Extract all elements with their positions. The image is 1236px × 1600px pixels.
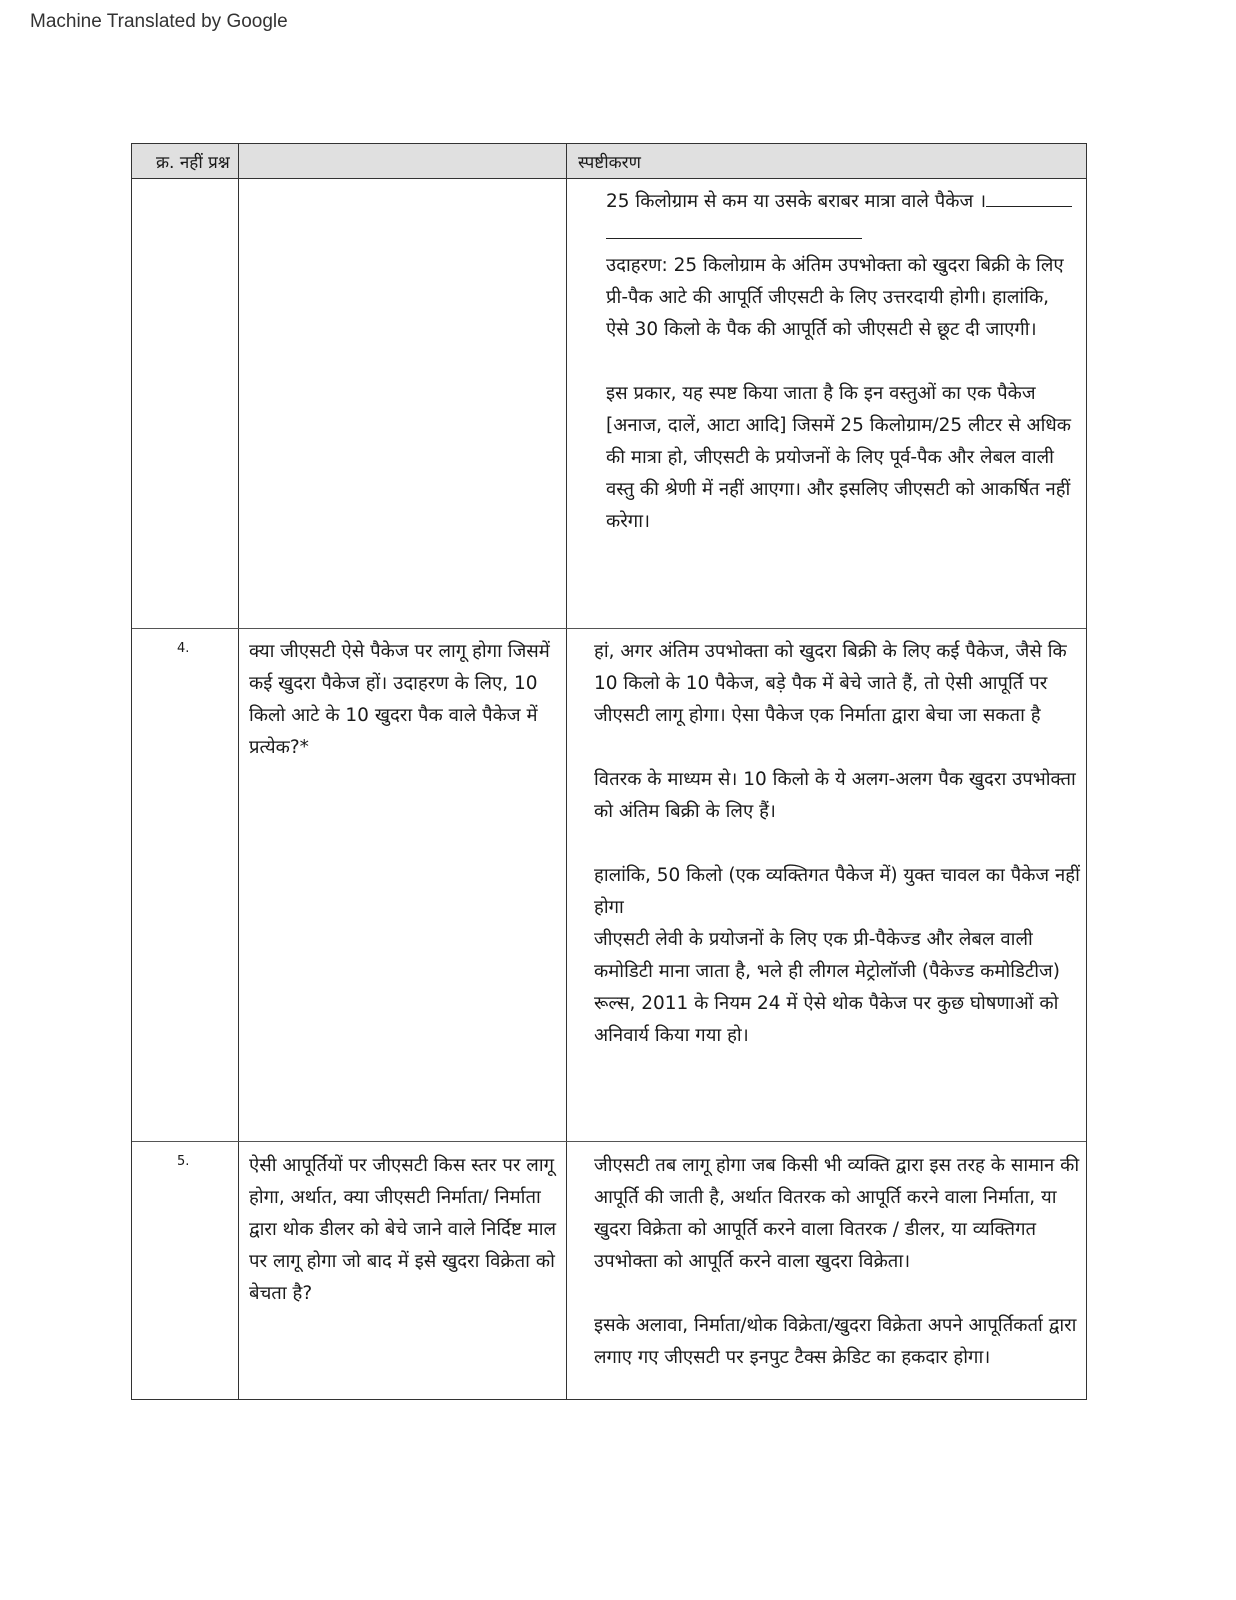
explanation-paragraph: इस प्रकार, यह स्पष्ट किया जाता है कि इन वस्तुओं का एक पैकेज [अनाज, दालें, आटा आदि] जिसमें 25 किलोग्राम/25 लीटर से अधिक की मात्रा हो, जीएसटी के प्रयोजनों के लिए पूर्व-पैक और लेबल वाली वस्तु की श्रेणी में नहीं आएगा। और इसलिए जीएसटी को आकर्षित नहीं करेगा।	[606, 383, 1072, 532]
faq-table	[131, 143, 1087, 1400]
explanation-paragraph: 25 किलोग्राम से कम या उसके बराबर मात्रा वाले पैकेज ।	[606, 191, 987, 212]
explanation-paragraph: वितरक के माध्यम से। 10 किलो के ये अलग-अलग पैक खुदरा उपभोक्ता को अंतिम बिक्री के लिए हैं।	[594, 769, 1076, 822]
column-divider	[566, 144, 567, 1399]
machine-translation-watermark: Machine Translated by Google	[30, 11, 288, 32]
row-5-explanation	[594, 1150, 1082, 1374]
header-explanation: स्पष्टीकरण	[578, 153, 641, 173]
explanation-paragraph: हालांकि, 50 किलो (एक व्यक्तिगत पैकेज में) युक्त चावल का पैकेज नहीं होगा	[594, 865, 1080, 918]
row-divider	[132, 628, 1086, 629]
explanation-paragraph: इसके अलावा, निर्माता/थोक विक्रेता/खुदरा विक्रेता अपने आपूर्तिकर्ता द्वारा लगाए गए जीएसटी पर इनपुट टैक्स क्रेडिट का हकदार होगा।	[594, 1315, 1077, 1368]
strikethrough-line	[986, 206, 1072, 207]
header-serial-question: क्र. नहीं प्रश्न	[156, 153, 230, 173]
row-number: 5.	[177, 1154, 190, 1169]
row-number: 4.	[177, 641, 190, 656]
column-divider	[238, 144, 239, 1399]
explanation-paragraph: जीएसटी तब लागू होगा जब किसी भी व्यक्ति द्वारा इस तरह के सामान की आपूर्ति की जाती है, अर्थात वितरक को आपूर्ति करने वाला निर्माता, या खुदरा विक्रेता को आपूर्ति करने वाला वितरक / डीलर, या व्यक्तिगत उपभोक्ता को आपूर्ति करने वाला खुदरा विक्रेता।	[594, 1155, 1080, 1272]
row-divider	[132, 1141, 1086, 1142]
row-5-question: ऐसी आपूर्तियों पर जीएसटी किस स्तर पर लागू होगा, अर्थात, क्या जीएसटी निर्माता/ निर्माता द्वारा थोक डीलर को बेचे जाने वाले निर्दिष्ट माल पर लागू होगा जो बाद में इसे खुदरा विक्रेता को बेचता है?	[249, 1155, 557, 1304]
explanation-paragraph: हां, अगर अंतिम उपभोक्ता को खुदरा बिक्री के लिए कई पैकेज, जैसे कि 10 किलो के 10 पैकेज, बड़े पैक में बेचे जाते हैं, तो ऐसी आपूर्ति पर जीएसटी लागू होगा। ऐसा पैकेज एक निर्माता द्वारा बेचा जा सकता है	[594, 641, 1067, 726]
explanation-paragraph: जीएसटी लेवी के प्रयोजनों के लिए एक प्री-पैकेज्ड और लेबल वाली कमोडिटी माना जाता है, भले ही लीगल मेट्रोलॉजी (पैकेज्ड कमोडिटीज) रूल्स, 2011 के नियम 24 में ऐसे थोक पैकेज पर कुछ घोषणाओं को अनिवार्य किया गया हो।	[594, 929, 1060, 1046]
explanation-paragraph: उदाहरण: 25 किलोग्राम के अंतिम उपभोक्ता को खुदरा बिक्री के लिए प्री-पैक आटे की आपूर्ति जीएसटी के लिए उत्तरदायी होगी। हालांकि, ऐसे 30 किलो के पैक की आपूर्ति को जीएसटी से छूट दी जाएगी।	[606, 255, 1064, 340]
strikethrough-line	[606, 238, 862, 239]
row-4-question: क्या जीएसटी ऐसे पैकेज पर लागू होगा जिसमें कई खुदरा पैकेज हों। उदाहरण के लिए, 10 किलो आटे के 10 खुदरा पैक वाले पैकेज में प्रत्येक?*	[249, 641, 550, 758]
table-row-continued-explanation	[606, 186, 1076, 538]
row-4-explanation	[594, 636, 1082, 1052]
table-header	[132, 144, 1086, 179]
